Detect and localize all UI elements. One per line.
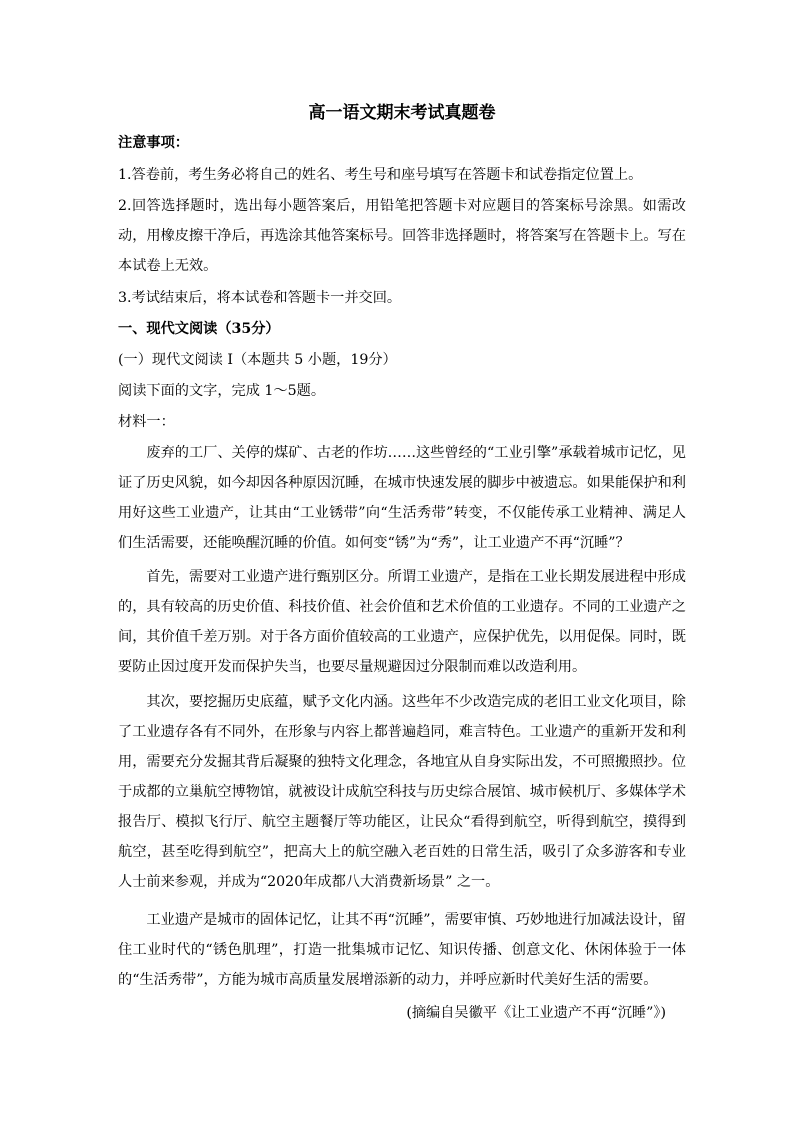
page-title: 高一语文期末考试真题卷: [308, 103, 496, 123]
section-heading: 一、现代文阅读（35分）: [118, 321, 280, 337]
passage-source: (摘编自吴徽平《让工业遗产不再“沉睡”》): [406, 1005, 666, 1021]
reading-instruction: 阅读下面的文字，完成 1～5题。: [118, 383, 326, 399]
passage-paragraph-4: 工业遗产是城市的固体记忆，让其不再“沉睡”，需要审慎、巧妙地进行加减法设计，留住工业时代的“锈色肌理”，打造一批集城市记忆、知识传播、创意文化、休闲体验于一体的“生活秀带”，方能为城市高质量发展增添新的动力，并呼应新时代美好生活的需要。: [118, 912, 686, 988]
passage-paragraph-1: 废弃的工厂、关停的煤矿、古老的作坊……这些曾经的“工业引擎”承载着城市记忆，见证了历史风貌，如今却因各种原因沉睡，在城市快速发展的脚步中被遗忘。如果能保护和利用好这些工业遗产，让其由“工业锈带”向“生活秀带”转变，不仅能传承工业精神、满足人们生活需要，还能唤醒沉睡的价值。如何变“锈”为“秀”，让工业遗产不再“沉睡”？: [118, 445, 686, 551]
passage-paragraph-2: 首先，需要对工业遗产进行甄别区分。所谓工业遗产，是指在工业长期发展进程中形成的，具有较高的历史价值、科技价值、社会价值和艺术价值的工业遗存。不同的工业遗产之间，其价值千差万别。对于各方面价值较高的工业遗产，应保护优先，以用促保。同时，既要防止因过度开发而保护失当，也要尽量规避因过分限制而难以改造利用。: [118, 569, 686, 675]
material-label: 材料一：: [118, 414, 175, 430]
notice-heading: 注意事项：: [118, 135, 189, 151]
notice-item-3: 3.考试结束后，将本试卷和答题卡一并交回。: [118, 290, 402, 306]
passage-paragraph-3: 其次，要挖掘历史底蕴，赋予文化内涵。这些年不少改造完成的老旧工业文化项目，除了工业遗存各有不同外，在形象与内容上都普遍趋同，难言特色。工业遗产的重新开发和利用，需要充分发掘其背后凝聚的独特文化理念，各地宜从自身实际出发，不可照搬照抄。位于成都的立巢航空博物馆，就被设计成航空科技与历史综合展馆、城市候机厅、多媒体学术报告厅、模拟飞行厅、航空主题餐厅等功能区，让民众“看得到航空，听得到航空，摸得到航空，甚至吃得到航空”，把高大上的航空融入老百姓的日常生活，吸引了众多游客和专业人士前来参观，并成为“2020年成都八大消费新场景” 之一。: [118, 694, 686, 890]
section-subheading: (一）现代文阅读 I（本题共 5 小题，19分）: [118, 352, 397, 368]
notice-item-1: 1.答卷前，考生务必将自己的姓名、考生号和座号填写在答题卡和试卷指定位置上。: [118, 167, 643, 183]
notice-item-2: 2.回答选择题时，选出每小题答案后，用铅笔把答题卡对应题目的答案标号涂黑。如需改动，用橡皮擦干净后，再选涂其他答案标号。回答非选择题时，将答案写在答题卡上。写在本试卷上无效。: [118, 198, 686, 274]
